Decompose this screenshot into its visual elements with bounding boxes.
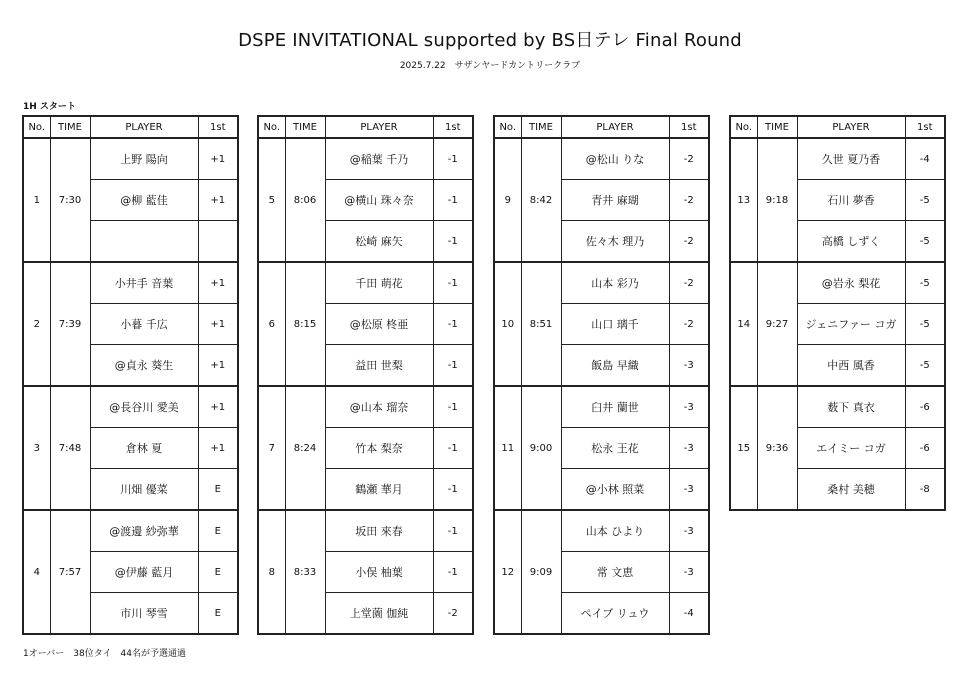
header-score: 1st xyxy=(905,116,945,138)
player-name: 飯島 早織 xyxy=(561,345,669,387)
group-number: 13 xyxy=(730,138,757,262)
tee-time: 9:09 xyxy=(521,510,561,634)
first-round-score: E xyxy=(198,469,238,511)
header-time: TIME xyxy=(757,116,797,138)
player-name: @岩永 梨花 xyxy=(797,262,905,304)
first-round-score: -5 xyxy=(905,304,945,345)
first-round-score: -4 xyxy=(669,593,709,635)
tee-time: 8:15 xyxy=(285,262,325,386)
pairing-table-2 xyxy=(257,115,474,635)
player-name: 倉林 夏 xyxy=(90,428,198,469)
tee-time: 9:00 xyxy=(521,386,561,510)
first-round-score: -2 xyxy=(433,593,473,635)
player-name xyxy=(90,221,198,263)
player-name: 臼井 蘭世 xyxy=(561,386,669,428)
first-round-score: +1 xyxy=(198,262,238,304)
tee-time: 8:33 xyxy=(285,510,325,634)
first-round-score: -1 xyxy=(433,221,473,263)
first-round-score: +1 xyxy=(198,304,238,345)
tee-time: 8:24 xyxy=(285,386,325,510)
first-round-score: -3 xyxy=(669,552,709,593)
header-score: 1st xyxy=(198,116,238,138)
first-round-score: -1 xyxy=(433,386,473,428)
player-name: 松永 王花 xyxy=(561,428,669,469)
player-row xyxy=(23,386,238,428)
player-name: 川畑 優菜 xyxy=(90,469,198,511)
tee-time: 7:57 xyxy=(50,510,90,634)
player-name: 佐々木 理乃 xyxy=(561,221,669,263)
header-player: PLAYER xyxy=(325,116,433,138)
first-round-score: -1 xyxy=(433,180,473,221)
first-round-score: -1 xyxy=(433,510,473,552)
header-time: TIME xyxy=(285,116,325,138)
first-round-score: -3 xyxy=(669,345,709,387)
first-round-score: E xyxy=(198,593,238,635)
header-time: TIME xyxy=(521,116,561,138)
player-row xyxy=(494,138,709,180)
group-number: 4 xyxy=(23,510,50,634)
header-no: No. xyxy=(494,116,521,138)
player-name: 薮下 真衣 xyxy=(797,386,905,428)
header-no: No. xyxy=(730,116,757,138)
player-name: 小井手 音葉 xyxy=(90,262,198,304)
group-number: 2 xyxy=(23,262,50,386)
tee-time: 8:06 xyxy=(285,138,325,262)
header-score: 1st xyxy=(433,116,473,138)
group-number: 8 xyxy=(258,510,285,634)
first-round-score: -1 xyxy=(433,138,473,180)
player-name: @長谷川 愛美 xyxy=(90,386,198,428)
group-number: 7 xyxy=(258,386,285,510)
tee-time: 7:39 xyxy=(50,262,90,386)
first-round-score: +1 xyxy=(198,428,238,469)
first-round-score: -8 xyxy=(905,469,945,511)
player-name: @松山 りな xyxy=(561,138,669,180)
player-name: 坂田 來春 xyxy=(325,510,433,552)
first-round-score: -1 xyxy=(433,304,473,345)
first-round-score: -2 xyxy=(669,221,709,263)
group-number: 5 xyxy=(258,138,285,262)
group-number: 1 xyxy=(23,138,50,262)
first-round-score: E xyxy=(198,552,238,593)
page-title: DSPE INVITATIONAL supported by BS日テレ Final Round xyxy=(238,30,742,51)
cut-line-note: 1オーバー 38位タイ 44名が予選通過 xyxy=(23,649,187,659)
first-round-score: -4 xyxy=(905,138,945,180)
player-name: @柳 藍佳 xyxy=(90,180,198,221)
first-round-score: +1 xyxy=(198,138,238,180)
player-row xyxy=(23,138,238,180)
player-name: 高橋 しずく xyxy=(797,221,905,263)
player-name: @渡邊 紗弥華 xyxy=(90,510,198,552)
start-hole-label: 1H スタート xyxy=(23,102,76,112)
player-name: @稲葉 千乃 xyxy=(325,138,433,180)
group-number: 15 xyxy=(730,386,757,510)
player-name: 上野 陽向 xyxy=(90,138,198,180)
player-name: 竹本 梨奈 xyxy=(325,428,433,469)
player-name: 上堂薗 伽純 xyxy=(325,593,433,635)
player-name: ペイブ リュウ xyxy=(561,593,669,635)
player-name: @山本 瑠奈 xyxy=(325,386,433,428)
player-name: @松原 柊亜 xyxy=(325,304,433,345)
group-number: 3 xyxy=(23,386,50,510)
pairing-table-3 xyxy=(493,115,710,635)
header-player: PLAYER xyxy=(561,116,669,138)
first-round-score: -5 xyxy=(905,345,945,387)
first-round-score: -1 xyxy=(433,345,473,387)
group-number: 9 xyxy=(494,138,521,262)
first-round-score: -6 xyxy=(905,386,945,428)
first-round-score: -6 xyxy=(905,428,945,469)
header-player: PLAYER xyxy=(797,116,905,138)
player-name: @横山 珠々奈 xyxy=(325,180,433,221)
header-time: TIME xyxy=(50,116,90,138)
tee-time: 9:36 xyxy=(757,386,797,510)
first-round-score: -5 xyxy=(905,221,945,263)
group-number: 6 xyxy=(258,262,285,386)
header-no: No. xyxy=(258,116,285,138)
player-name: 山本 ひより xyxy=(561,510,669,552)
player-name: 久世 夏乃香 xyxy=(797,138,905,180)
first-round-score: +1 xyxy=(198,345,238,387)
player-name: 青井 麻瑚 xyxy=(561,180,669,221)
header-no: No. xyxy=(23,116,50,138)
player-name: 桑村 美穂 xyxy=(797,469,905,511)
player-row xyxy=(258,138,473,180)
first-round-score: -5 xyxy=(905,180,945,221)
group-number: 11 xyxy=(494,386,521,510)
player-name: 市川 琴雪 xyxy=(90,593,198,635)
group-number: 12 xyxy=(494,510,521,634)
header-player: PLAYER xyxy=(90,116,198,138)
tee-time: 9:27 xyxy=(757,262,797,386)
player-name: 松崎 麻矢 xyxy=(325,221,433,263)
player-row xyxy=(258,510,473,552)
player-name: @貞永 葵生 xyxy=(90,345,198,387)
pairing-table-1 xyxy=(22,115,239,635)
first-round-score: -3 xyxy=(669,510,709,552)
player-row xyxy=(258,386,473,428)
player-name: 常 文恵 xyxy=(561,552,669,593)
player-row xyxy=(494,386,709,428)
player-name: 山口 璃千 xyxy=(561,304,669,345)
first-round-score: -2 xyxy=(669,304,709,345)
first-round-score: -1 xyxy=(433,469,473,511)
player-name: 益田 世梨 xyxy=(325,345,433,387)
player-row xyxy=(23,510,238,552)
group-number: 10 xyxy=(494,262,521,386)
first-round-score: -1 xyxy=(433,262,473,304)
player-row xyxy=(494,262,709,304)
player-name: ジェニファー コガ xyxy=(797,304,905,345)
first-round-score: -3 xyxy=(669,386,709,428)
first-round-score xyxy=(198,221,238,263)
tee-time: 9:18 xyxy=(757,138,797,262)
tee-time: 8:42 xyxy=(521,138,561,262)
first-round-score: -2 xyxy=(669,262,709,304)
event-date-venue: 2025.7.22 サザンヤードカントリークラブ xyxy=(399,61,581,71)
header-score: 1st xyxy=(669,116,709,138)
player-name: 石川 夢香 xyxy=(797,180,905,221)
player-name: 山本 彩乃 xyxy=(561,262,669,304)
first-round-score: -3 xyxy=(669,428,709,469)
first-round-score: -1 xyxy=(433,428,473,469)
player-name: @伊藤 藍月 xyxy=(90,552,198,593)
first-round-score: -1 xyxy=(433,552,473,593)
player-name: 鶴瀬 華月 xyxy=(325,469,433,511)
player-name: 千田 萌花 xyxy=(325,262,433,304)
first-round-score: -3 xyxy=(669,469,709,511)
player-row xyxy=(258,262,473,304)
pairing-table-4 xyxy=(729,115,946,511)
first-round-score: +1 xyxy=(198,386,238,428)
first-round-score: +1 xyxy=(198,180,238,221)
tee-time: 7:48 xyxy=(50,386,90,510)
player-name: @小林 照菜 xyxy=(561,469,669,511)
player-row xyxy=(494,510,709,552)
first-round-score: -2 xyxy=(669,138,709,180)
first-round-score: E xyxy=(198,510,238,552)
first-round-score: -5 xyxy=(905,262,945,304)
player-name: 中西 風香 xyxy=(797,345,905,387)
tee-time: 7:30 xyxy=(50,138,90,262)
player-name: エイミー コガ xyxy=(797,428,905,469)
player-row xyxy=(730,262,945,304)
player-name: 小俣 柚葉 xyxy=(325,552,433,593)
group-number: 14 xyxy=(730,262,757,386)
player-row xyxy=(730,386,945,428)
tee-time: 8:51 xyxy=(521,262,561,386)
player-row xyxy=(23,262,238,304)
player-row xyxy=(730,138,945,180)
first-round-score: -2 xyxy=(669,180,709,221)
player-name: 小暮 千広 xyxy=(90,304,198,345)
